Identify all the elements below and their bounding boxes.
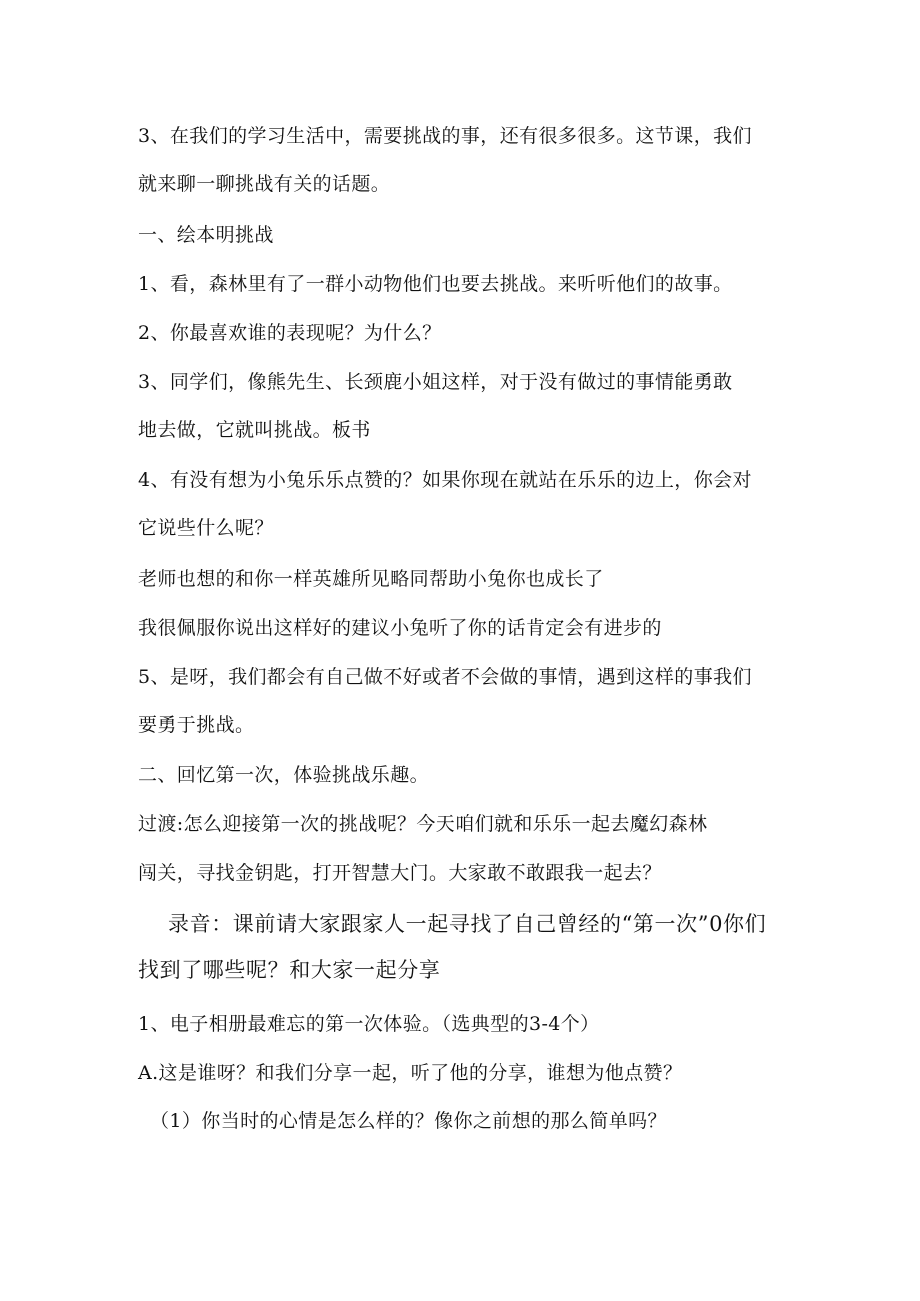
text-line: 我很佩服你说出这样好的建议小兔听了你的话肯定会有进步的 — [138, 617, 662, 639]
text-line: 3、在我们的学习生活中，需要挑战的事，还有很多很多。这节课，我们 — [138, 125, 752, 147]
text-line: 5、是呀，我们都会有自己做不好或者不会做的事情，遇到这样的事我们 — [138, 666, 752, 688]
text-line: 它说些什么呢？ — [138, 517, 274, 539]
text-line: 4、有没有想为小兔乐乐点赞的？如果你现在就站在乐乐的边上，你会对 — [138, 469, 752, 491]
section-heading: 二、回忆第一次，体验挑战乐趣。 — [138, 764, 430, 786]
text-line: 就来聊一聊挑战有关的话题。 — [138, 173, 391, 195]
text-line: （1）你当时的心情是怎么样的？像你之前想的那么简单吗？ — [150, 1110, 667, 1132]
text-line: 找到了哪些呢？和大家一起分享 — [138, 958, 441, 982]
text-line: A.这是谁呀？和我们分享一起，听了他的分享，谁想为他点赞？ — [138, 1062, 683, 1084]
text-line: 2、你最喜欢谁的表现呢？为什么？ — [138, 322, 442, 344]
section-heading: 一、绘本明挑战 — [138, 224, 274, 246]
text-line: 录音：课前请大家跟家人一起寻找了自己曾经的“第一次”0你们 — [168, 912, 767, 936]
text-line: 老师也想的和你一样英雄所见略同帮助小兔你也成长了 — [138, 568, 604, 590]
text-line: 1、电子相册最难忘的第一次体验。（选典型的3-4个） — [138, 1013, 600, 1035]
text-line: 3、同学们，像熊先生、长颈鹿小姐这样，对于没有做过的事情能勇敢 — [138, 371, 733, 393]
text-line: 闯关，寻找金钥匙，打开智慧大门。大家敢不敢跟我一起去？ — [138, 862, 662, 884]
text-line: 过渡:怎么迎接第一次的挑战呢？今天咱们就和乐乐一起去魔幻森林 — [138, 813, 708, 835]
text-line: 要勇于挑战。 — [138, 714, 255, 736]
text-line: 1、看，森林里有了一群小动物他们也要去挑战。来听听他们的故事。 — [138, 273, 733, 295]
text-line: 地去做，它就叫挑战。板书 — [138, 419, 371, 441]
